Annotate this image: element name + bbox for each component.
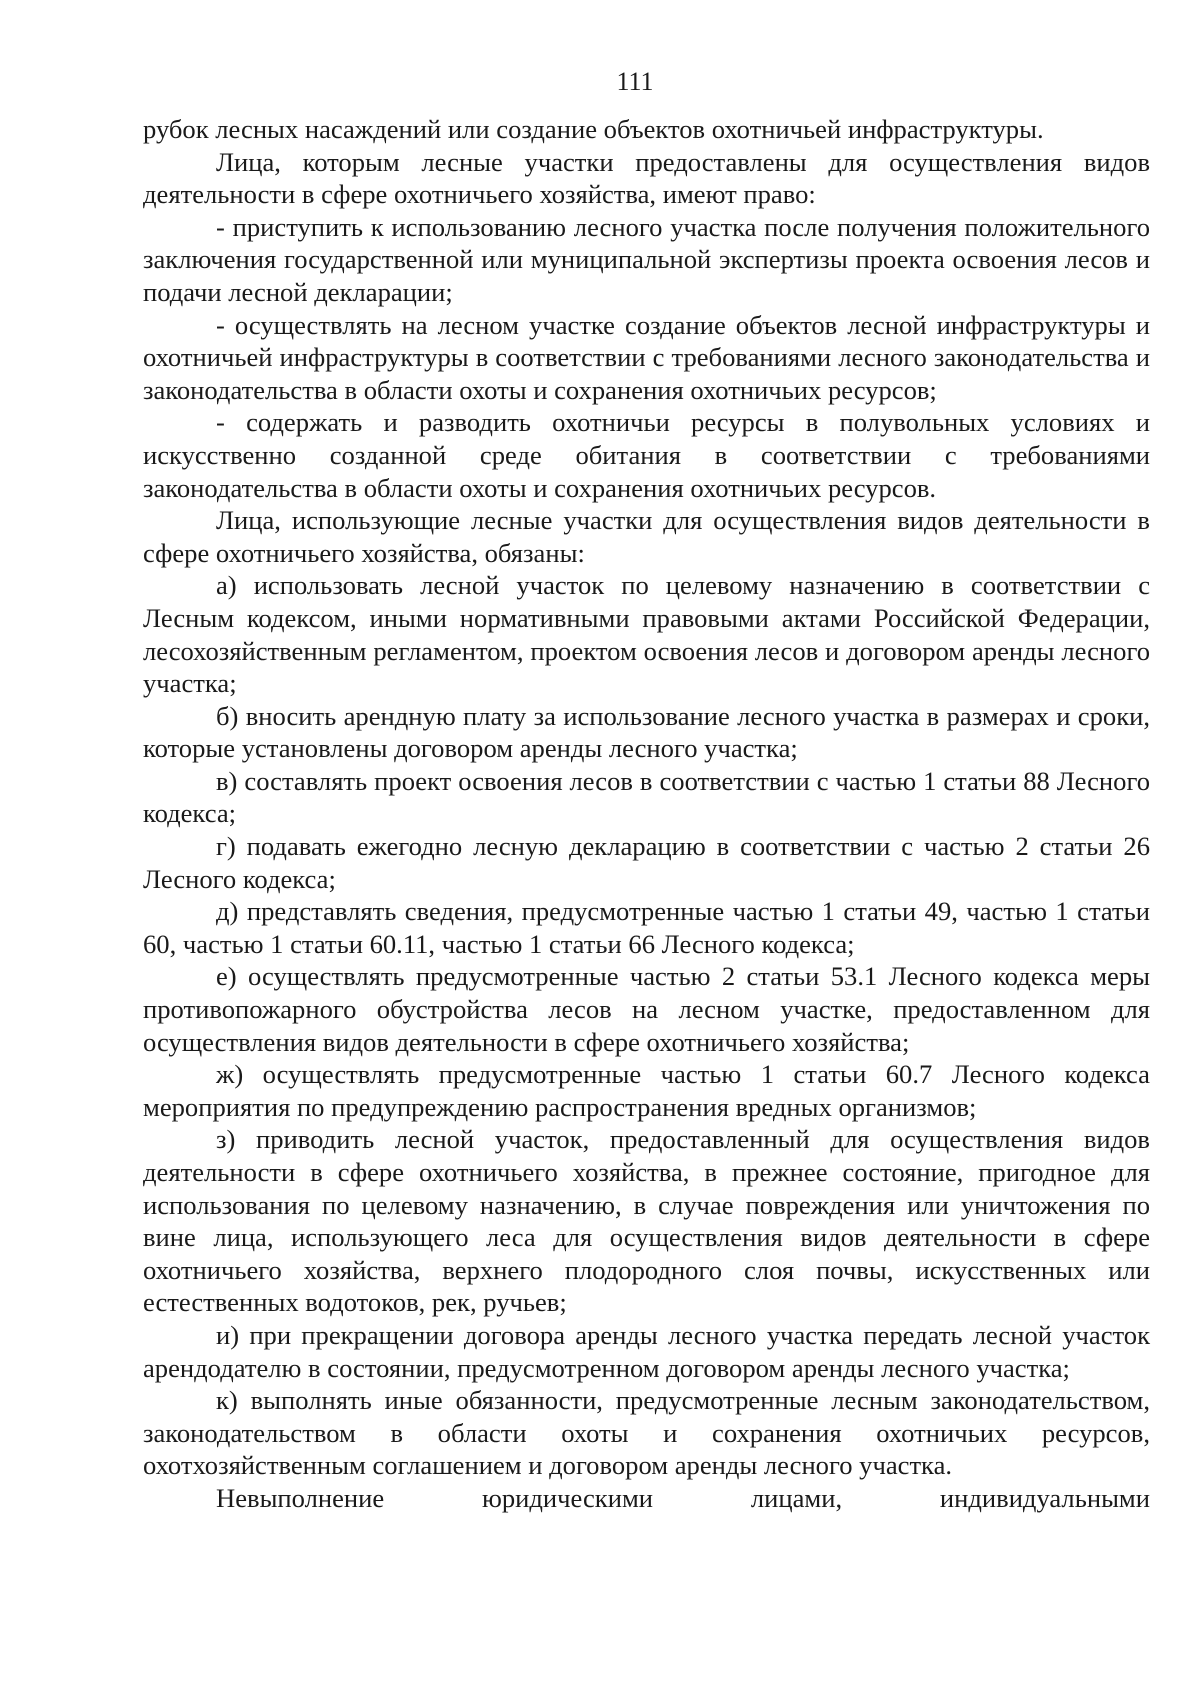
list-item-obligation-i: и) при прекращении договора аренды лесного участка передать лесной участок арендодателю в состоянии, предусмотренном договором аренды лесного участка; [143,1319,1150,1383]
list-item-obligation-v: в) составлять проект освоения лесов в соответствии с частью 1 статьи 88 Лесного кодекса; [143,765,1150,829]
list-item-obligation-g: г) подавать ежегодно лесную декларацию в соответствии с частью 2 статьи 26 Лесного кодекса; [143,831,1150,894]
list-item-obligation-a: а) использовать лесной участок по целевому назначению в соответствии с Лесным кодексом, иными нормативными правовыми актами Российской Федерации, лесохозяйственным регламентом, проектом освоения лесов и договором аренды лесного участка; [143,570,1150,699]
list-item-right-3: - содержать и разводить охотничьи ресурсы в полувольных условиях и искусственно созданной среде обитания в соответствии с требованиями законодательства в области охоты и сохранения охотничьих ресурсов. [143,407,1150,503]
list-item-obligation-k: к) выполнять иные обязанности, предусмотренные лесным законодательством, законодательством в области охоты и сохранения охотничьих ресурсов, охотхозяйственным соглашением и договором аренды лесного участка. [143,1385,1150,1481]
list-item-obligation-e: е) осуществлять предусмотренные частью 2 статьи 53.1 Лесного кодекса меры противопожарного обустройства лесов на лесном участке, предоставленном для осуществления видов деятельности в сфере охотничьего хозяйства; [143,961,1150,1057]
paragraph-continuation: рубок лесных насаждений или создание объектов охотничьей инфраструктуры. [143,114,1044,144]
paragraph-obligations-intro: Лица, использующие лесные участки для осуществления видов деятельности в сфере охотничьего хозяйства, обязаны: [143,505,1150,568]
page-number: 111 [616,67,654,96]
list-item-right-1: - приступить к использованию лесного участка после получения положительного заключения государственной или муниципальной экспертизы проекта освоения лесов и подачи лесной декларации; [143,211,1150,307]
paragraph-rights-intro: Лица, которым лесные участки предоставлены для осуществления видов деятельности в сфере охотничьего хозяйства, имеют право: [143,146,1150,210]
list-item-obligation-d: д) представлять сведения, предусмотренные частью 1 статьи 49, частью 1 статьи 60, частью 1 статьи 60.11, частью 1 статьи 66 Лесного кодекса; [143,896,1150,959]
list-item-right-2: - осуществлять на лесном участке создание объектов лесной инфраструктуры и охотничьей инфраструктуры в соответствии с требованиями лесного законодательства и законодательства в области охоты и сохранения охотничьих ресурсов; [143,309,1150,405]
list-item-obligation-zh: ж) осуществлять предусмотренные частью 1 статьи 60.7 Лесного кодекса мероприятия по предупреждению распространения вредных организмов; [143,1059,1150,1122]
paragraph-nonfulfillment: Невыполнение юридическими лицами, индивидуальными [216,1482,1150,1513]
list-item-obligation-z: з) приводить лесной участок, предоставленный для осуществления видов деятельности в сфере охотничьего хозяйства, в прежнее состояние, пригодное для использования по целевому назначению, в случае повреждения или уничтожения по вине лица, использующего леса для осуществления видов деятельности в сфере охотничьего хозяйства, верхнего плодородного слоя почвы, искусственных или естественных водотоков, рек, ручьев; [143,1124,1150,1318]
list-item-obligation-b: б) вносить арендную плату за использование лесного участка в размерах и сроки, которые установлены договором аренды лесного участка; [143,700,1150,764]
document-body [143,113,1150,1515]
